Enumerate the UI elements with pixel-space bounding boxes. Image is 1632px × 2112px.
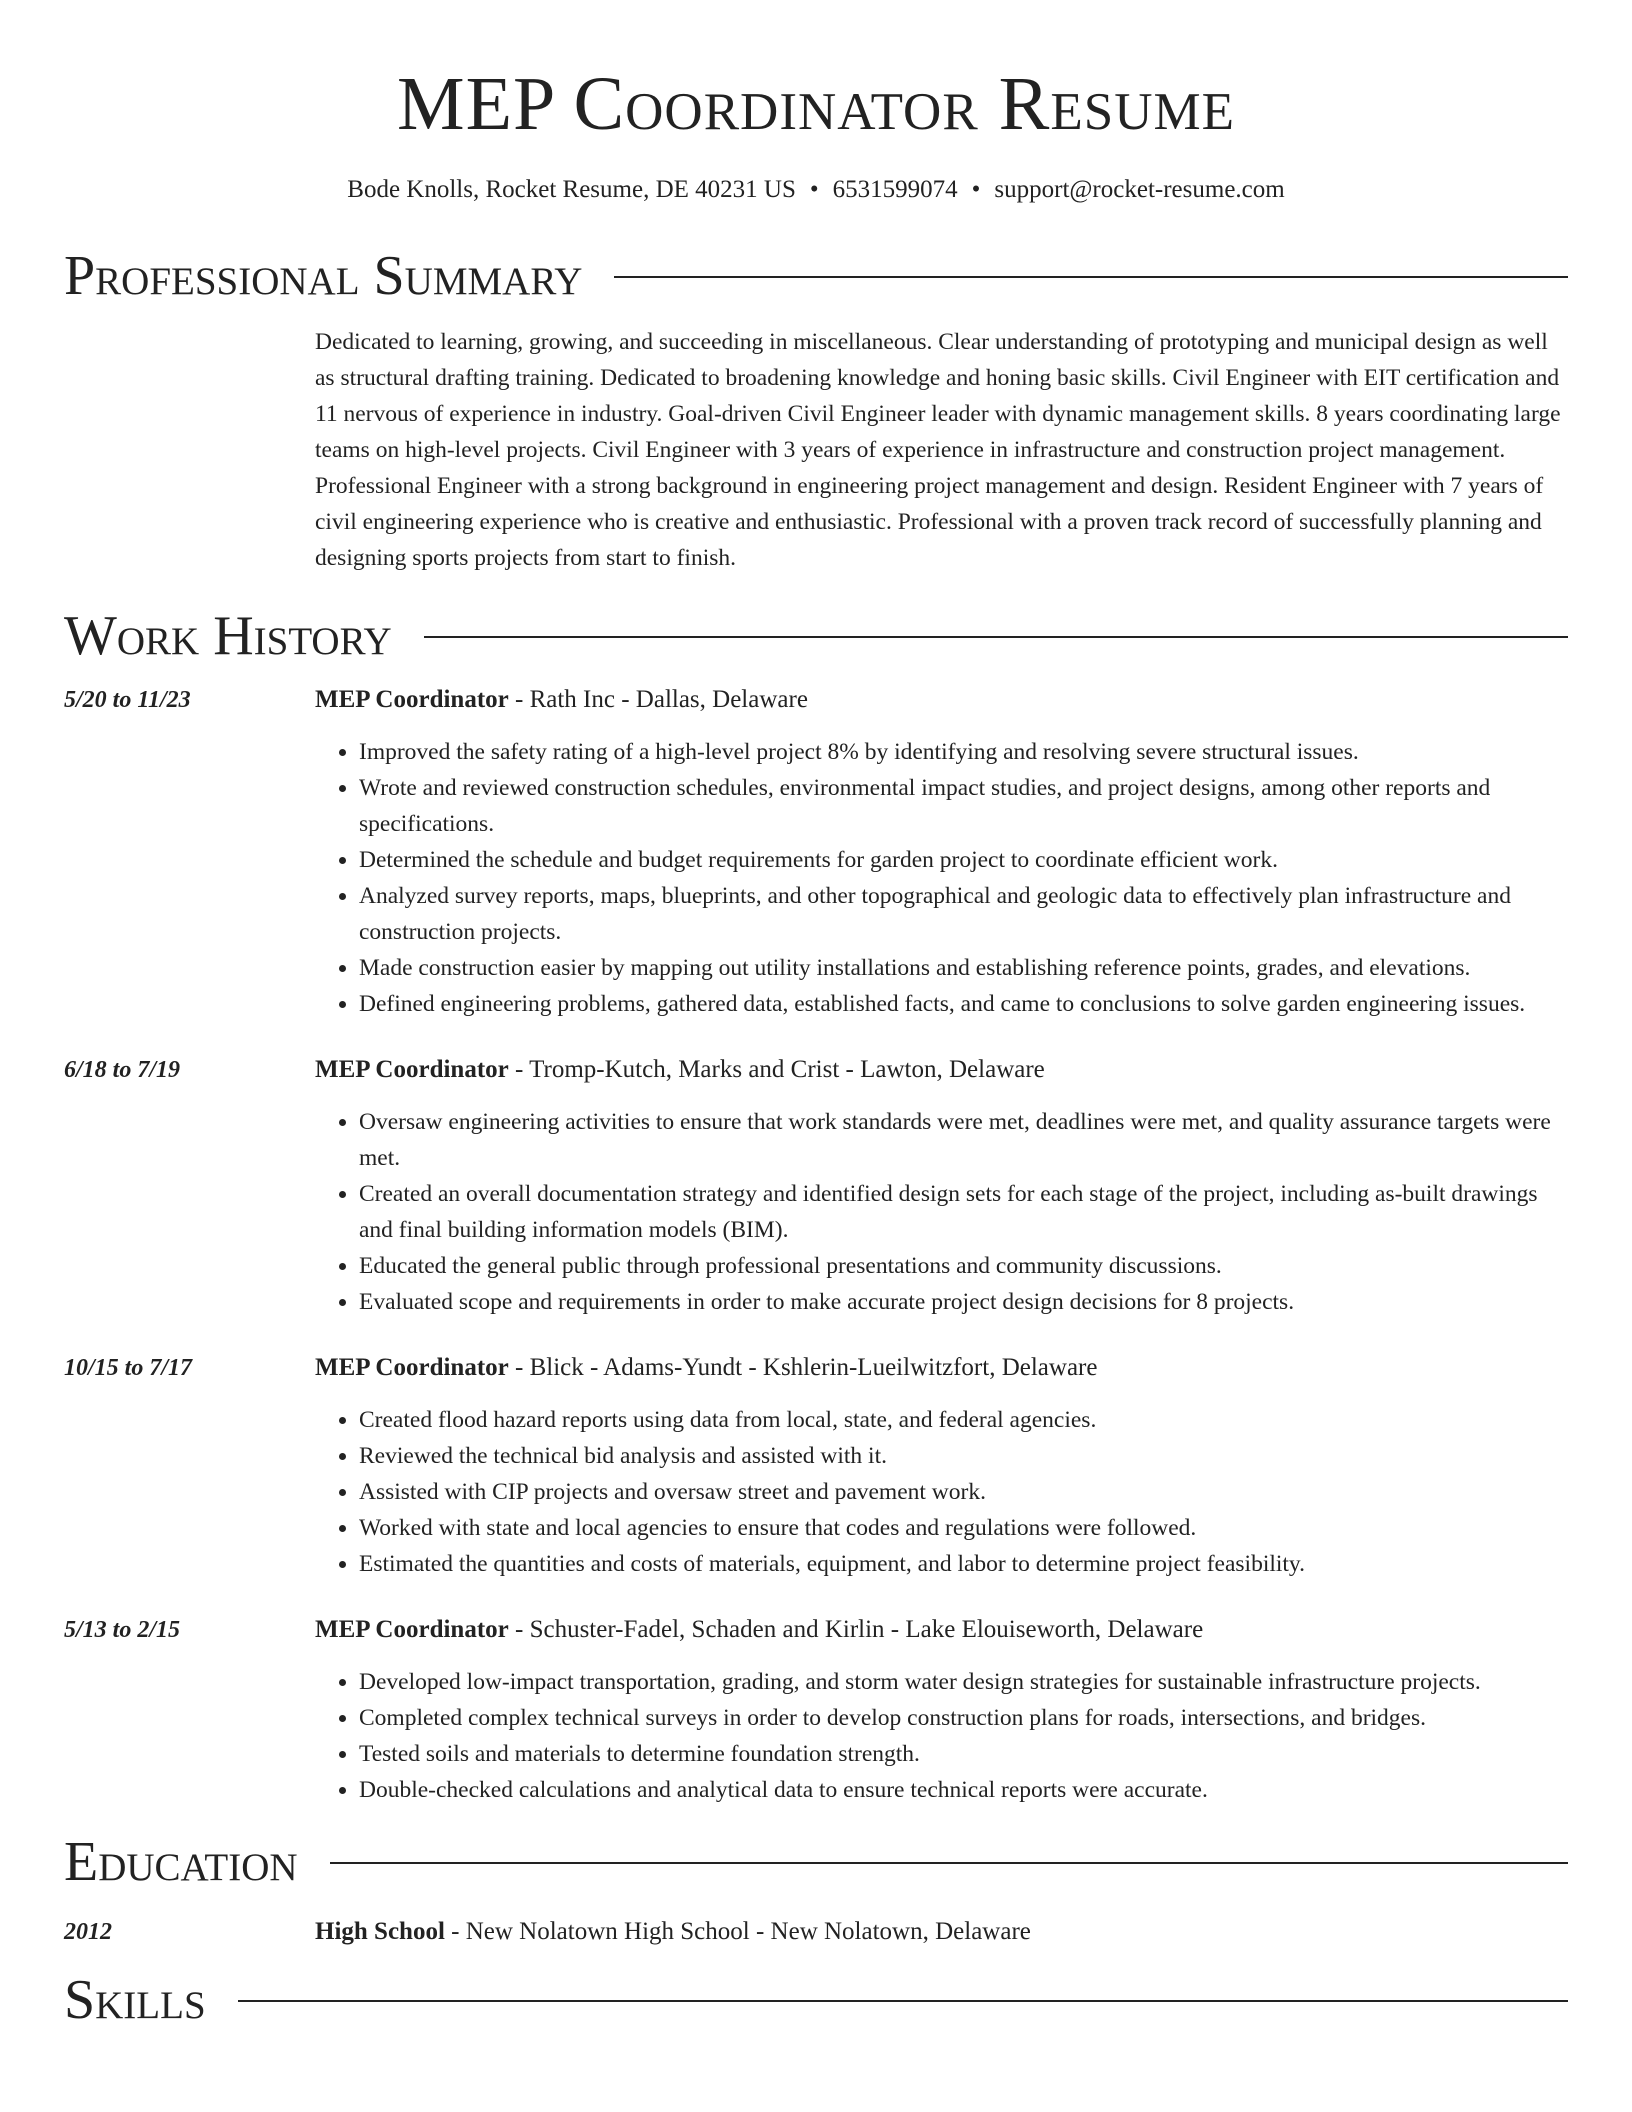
responsibility-list [315, 1664, 1568, 1808]
job-title: MEP Coordinator [315, 686, 509, 713]
work-entry-body [315, 682, 1568, 1022]
employer-details: - Schuster-Fadel, Schaden and Kirlin - Lake Elouiseworth, Delaware [508, 1616, 1204, 1643]
work-entry-date: 10/15 to 7/17 [64, 1355, 193, 1381]
work-entry-heading [315, 1612, 1568, 1648]
responsibility-item: • Created flood hazard reports using data from local, state, and federal agencies. [359, 1402, 1568, 1438]
employer-details: - Rath Inc - Dallas, Delaware [508, 686, 808, 713]
work-entry-body [315, 1350, 1568, 1582]
employer-details: - Blick - Adams-Yundt - Kshlerin-Lueilwitzfort, Delaware [508, 1354, 1098, 1381]
contact-separator: • [809, 176, 819, 203]
responsibility-list [315, 734, 1568, 1022]
responsibility-item: • Determined the schedule and budget requirements for garden project to coordinate efficient work. [359, 842, 1568, 878]
summary-section-header [64, 244, 1568, 308]
education-list [64, 1914, 1568, 1950]
work-entry [64, 1350, 1568, 1582]
section-divider [614, 276, 1568, 278]
job-title: MEP Coordinator [315, 1354, 509, 1381]
responsibility-item: • Analyzed survey reports, maps, blueprints, and other topographical and geologic data to effectively plan infrastructure and construction projects. [359, 878, 1568, 950]
skills-section-header [64, 1968, 1568, 2032]
responsibility-item: • Educated the general public through professional presentations and community discussions. [359, 1248, 1568, 1284]
responsibility-item: • Reviewed the technical bid analysis and assisted with it. [359, 1438, 1568, 1474]
work-entry-body [315, 1612, 1568, 1808]
responsibility-item: • Worked with state and local agencies to ensure that codes and regulations were followed. [359, 1510, 1568, 1546]
responsibility-item: • Assisted with CIP projects and oversaw street and pavement work. [359, 1474, 1568, 1510]
responsibility-item: • Oversaw engineering activities to ensure that work standards were met, deadlines were met, and quality assurance targets were met. [359, 1104, 1568, 1176]
responsibility-item: • Evaluated scope and requirements in order to make accurate project design decisions for 8 projects. [359, 1284, 1568, 1320]
education-date: 2012 [64, 1919, 112, 1945]
school-details: - New Nolatown High School - New Nolatown, Delaware [444, 1918, 1031, 1945]
resume-title: MEP Coordinator Resume [397, 62, 1235, 146]
work-entry-heading [315, 1350, 1568, 1386]
work-entry [64, 1612, 1568, 1808]
employer-details: - Tromp-Kutch, Marks and Crist - Lawton, Delaware [508, 1056, 1045, 1083]
section-divider [424, 636, 1568, 638]
work-entry-heading [315, 1052, 1568, 1088]
work-entry-date: 6/18 to 7/19 [64, 1057, 181, 1083]
contact-address: Bode Knolls, Rocket Resume, DE 40231 US [347, 176, 796, 203]
summary-text: Dedicated to learning, growing, and succeeding in miscellaneous. Clear understanding of prototyping and municipal design as well as structural drafting training. Dedicated to broadening knowledge and honing basic skills. Civil Engineer with EIT certification and 11 nervous of experience in industry. Goal-driven Civil Engineer leader with dynamic management skills. 8 years coordinating large teams on high-level projects. Civil Engineer with 3 years of experience in infrastructure and construction project management. Professional Engineer with a strong background in engineering project management and design. Resident Engineer with 7 years of civil engineering experience who is creative and enthusiastic. Professional with a proven track record of successfully planning and designing sports projects from start to finish. [315, 329, 1561, 571]
responsibility-list [315, 1104, 1568, 1320]
work-entry [64, 1052, 1568, 1320]
work-entry-date: 5/13 to 2/15 [64, 1617, 181, 1643]
job-title: MEP Coordinator [315, 1616, 509, 1643]
skills-heading: Skills [64, 1969, 206, 2031]
work-section-header [64, 604, 1568, 668]
work-heading: Work History [64, 605, 392, 667]
contact-line [64, 174, 1568, 206]
contact-separator: • [971, 176, 981, 203]
summary-heading: Professional Summary [64, 245, 583, 307]
education-heading: Education [64, 1831, 298, 1893]
work-entry-heading [315, 682, 1568, 718]
responsibility-item: • Completed complex technical surveys in order to develop construction plans for roads, intersections, and bridges. [359, 1700, 1568, 1736]
work-history-list [64, 682, 1568, 1808]
work-entry-body [315, 1052, 1568, 1320]
education-heading-line [315, 1914, 1568, 1950]
responsibility-item: • Defined engineering problems, gathered data, established facts, and came to conclusions to solve garden engineering issues. [359, 986, 1568, 1022]
responsibility-item: • Improved the safety rating of a high-level project 8% by identifying and resolving severe structural issues. [359, 734, 1568, 770]
contact-phone: 6531599074 [832, 176, 958, 203]
responsibility-item: • Created an overall documentation strategy and identified design sets for each stage of the project, including as-built drawings and final building information models (BIM). [359, 1176, 1568, 1248]
work-entry [64, 682, 1568, 1022]
job-title: MEP Coordinator [315, 1056, 509, 1083]
responsibility-item: • Made construction easier by mapping out utility installations and establishing reference points, grades, and elevations. [359, 950, 1568, 986]
education-entry [64, 1914, 1568, 1950]
responsibility-list [315, 1402, 1568, 1582]
education-body [315, 1914, 1568, 1950]
responsibility-item: • Wrote and reviewed construction schedules, environmental impact studies, and project designs, among other reports and specifications. [359, 770, 1568, 842]
work-entry-date: 5/20 to 11/23 [64, 687, 191, 713]
degree: High School [315, 1918, 445, 1945]
responsibility-item: • Estimated the quantities and costs of materials, equipment, and labor to determine project feasibility. [359, 1546, 1568, 1582]
responsibility-item: • Double-checked calculations and analytical data to ensure technical reports were accurate. [359, 1772, 1568, 1808]
section-divider [330, 1862, 1568, 1864]
responsibility-item: • Developed low-impact transportation, grading, and storm water design strategies for sustainable infrastructure projects. [359, 1664, 1568, 1700]
responsibility-item: • Tested soils and materials to determine foundation strength. [359, 1736, 1568, 1772]
resume-page [64, 0, 1568, 2032]
section-divider [238, 2000, 1568, 2002]
education-section-header [64, 1830, 1568, 1894]
contact-email: support@rocket-resume.com [994, 176, 1285, 203]
